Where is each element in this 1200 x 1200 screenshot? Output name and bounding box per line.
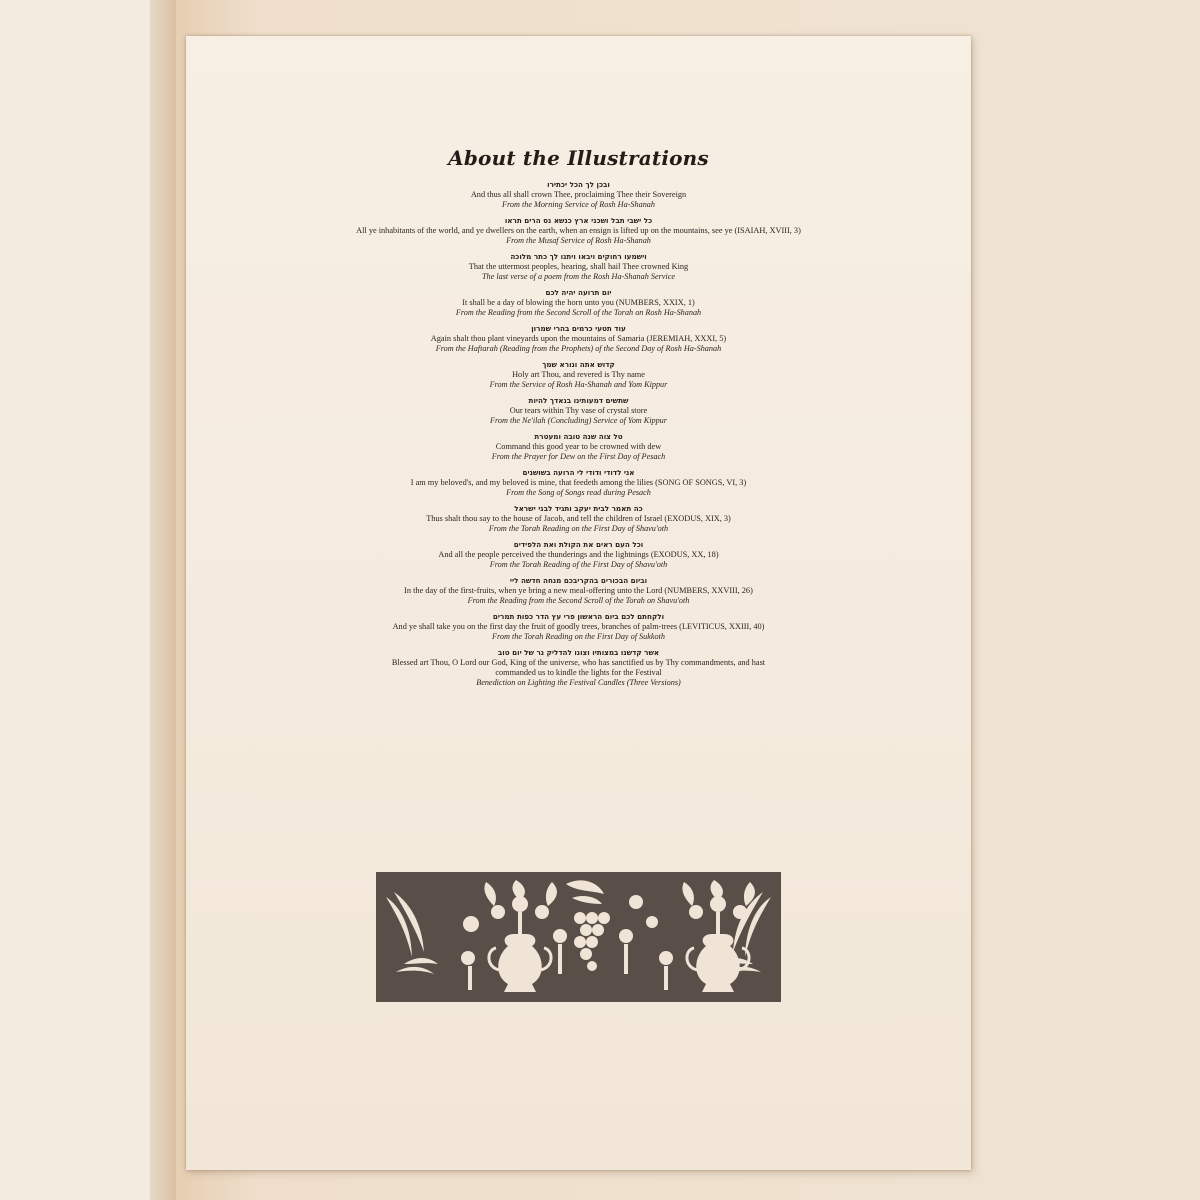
source-line: From the Torah Reading on the First Day of Shavu'oth [488,524,669,533]
source-line: From the Morning Service of Rosh Ha-Shanah [502,200,655,209]
english-line: Holy art Thou, and revered is Thy name [512,370,645,379]
source-line: From the Torah Reading of the First Day of Shavu'oth [489,560,668,569]
entry-2 [186,216,971,246]
english-line: It shall be a day of blowing the horn unto you (NUMBERS, XXIX, 1) [462,298,695,307]
content [186,146,971,694]
english-line: And all the people perceived the thunderings and the lightnings (EXODUS, XX, 18) [438,550,719,559]
page-title: About the Illustrations [448,146,709,170]
english-line: Again shalt thou plant vineyards upon the mountains of Samaria (JEREMIAH, XXXI, 5) [430,334,727,343]
ornament-graphic [376,872,781,1002]
source-line: From the Song of Songs read during Pesach [506,488,651,497]
entry-6 [186,360,971,390]
english-line: Thus shalt thou say to the house of Jacob, and tell the children of Israel (EXODUS, XIX, 3) [426,514,731,523]
english-line: That the uttermost peoples, hearing, shall hail Thee crowned King [468,262,689,271]
english-line: All ye inhabitants of the world, and ye dwellers on the earth, when an ensign is lifted up on the mountains, see ye (ISAIAH, XVIII, 3) [356,226,801,235]
hebrew-line: כה תאמר לבית יעקב ותגיד לבני ישראל [514,504,643,513]
english-line: And ye shall take you on the first day the fruit of goodly trees, branches of palm-trees (LEVITICUS, XXIII, 40) [392,622,765,631]
hebrew-line: וביום הבכורים בהקריבכם מנחה חדשה ליי [509,576,648,585]
source-line: From the Service of Rosh Ha-Shanah and Yom Kippur [489,380,668,389]
source-line: From the Torah Reading on the First Day of Sukkoth [492,632,665,641]
english-line: Our tears within Thy vase of crystal store [509,406,648,415]
english-line: Blessed art Thou, O Lord our God, King of the universe, who has sanctified us by Thy commandments, and hast commanded us to kindle the lights for the Festival [391,658,766,677]
english-line: I am my beloved's, and my beloved is mine, that feedeth among the lilies (SONG OF SONGS, VI, 3) [410,478,747,487]
english-line: And thus all shall crown Thee, proclaiming Thee their Sovereign [470,190,687,199]
source-line: From the Reading from the Second Scroll of the Torah on Rosh Ha-Shanah [455,308,702,317]
hebrew-line: כל ישבי תבל ושכני ארץ כנשא נס הרים תראו [504,216,653,225]
hebrew-line: וישמעו רחוקים ויבאו ויתנו לך כתר מלוכה [510,252,647,261]
hebrew-line: יום תרועה יהיה לכם [545,288,612,297]
entry-10 [186,504,971,534]
source-line: Benediction on Lighting the Festival Candles (Three Versions) [476,678,681,687]
entry-5 [186,324,971,354]
english-line: Command this good year to be crowned with dew [495,442,662,451]
entry-14 [186,648,971,688]
entry-1 [186,180,971,210]
source-line: From the Prayer for Dew on the First Day of Pesach [491,452,666,461]
entry-4 [186,288,971,318]
hebrew-line: עוד תטעי כרמים בהרי שמרון [531,324,626,333]
source-line: From the Haftarah (Reading from the Prophets) of the Second Day of Rosh Ha-Shanah [435,344,722,353]
source-line: From the Musaf Service of Rosh Ha-Shanah [506,236,651,245]
entry-13 [186,612,971,642]
entry-8 [186,432,971,462]
left-page [0,0,151,1200]
source-line: The last verse of a poem from the Rosh Ha-Shanah Service [482,272,675,281]
hebrew-line: קדוש אתה ונורא שמך [542,360,615,369]
entry-3 [186,252,971,282]
entry-7 [186,396,971,426]
entry-12 [186,576,971,606]
left-folder-edge [150,0,178,1200]
hebrew-line: וכל העם ראים את הקולת ואת הלפידים [513,540,644,549]
hebrew-line: ולקחתם לכם ביום הראשון פרי עץ הדר כפות תמרים [492,612,665,621]
entry-9 [186,468,971,498]
entry-11 [186,540,971,570]
hebrew-line: ובכן לך הכל יכתירו [547,180,610,189]
document-sheet [186,36,971,1170]
hebrew-line: אשר קדשנו במצותיו וצונו להדליק נר של יום טוב [497,648,660,657]
english-line: In the day of the first-fruits, when ye bring a new meal-offering unto the Lord (NUMBERS, XXVIII, 26) [404,586,753,595]
hebrew-line: אני לדודי ודודי לי הרועה בשושנים [522,468,635,477]
hebrew-line: שתשים דמעותינו בנאדך להיות [528,396,629,405]
source-line: From the Reading from the Second Scroll of the Torah on Shavu'oth [467,596,690,605]
hebrew-line: טל צוה שנה טובה ומעטרת [534,432,623,441]
source-line: From the Ne'ilah (Concluding) Service of Yom Kippur [490,416,667,425]
vases-flowers-grapes-ornament-icon [376,872,781,1002]
